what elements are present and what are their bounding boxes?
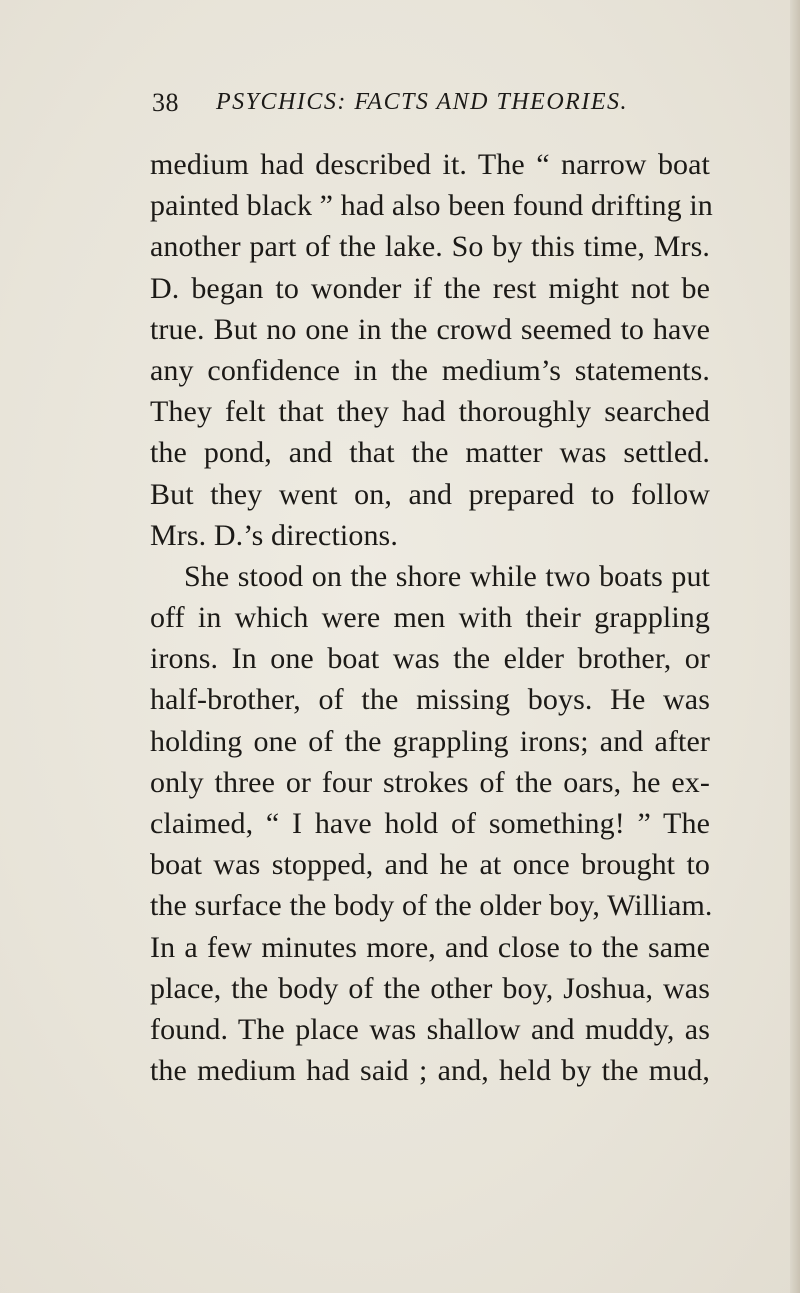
text-line: D. began to wonder if the rest might not be [150, 271, 710, 305]
text-line: place, the body of the other boy, Joshua, was [150, 971, 710, 1005]
text-line: true. But no one in the crowd seemed to have [150, 312, 710, 346]
page-header [152, 88, 712, 128]
body-text [150, 144, 713, 1091]
text-line: medium had described it. The “ narrow boat [150, 148, 710, 181]
text-line: painted black ” had also been found drifting in [150, 189, 713, 223]
text-line: found. The place was shallow and muddy, as [150, 1012, 710, 1046]
text-line: another part of the lake. So by this time, Mrs. [150, 230, 710, 264]
text-line: They felt that they had thoroughly searched [150, 395, 710, 429]
running-head: PSYCHICS: FACTS AND THEORIES. [216, 89, 628, 115]
text-line: any confidence in the medium’s statements. [150, 353, 710, 387]
text-line: the surface the body of the older boy, William. [150, 889, 713, 923]
text-line: the pond, and that the matter was settled. [150, 436, 710, 470]
text-line: Mrs. D.’s directions. [150, 518, 398, 552]
text-line: boat was stopped, and he at once brought to [150, 848, 710, 882]
text-line: only three or four strokes of the oars, he ex- [150, 765, 710, 799]
page-number: 38 [152, 88, 179, 117]
text-line: the medium had said ; and, held by the mud, [150, 1054, 710, 1088]
page-edge [790, 0, 800, 1293]
text-line: But they went on, and prepared to follow [150, 477, 710, 511]
text-line: half-brother, of the missing boys. He was [150, 683, 710, 717]
text-line: irons. In one boat was the elder brother, or [150, 642, 710, 676]
text-line: In a few minutes more, and close to the same [150, 930, 710, 964]
text-line: holding one of the grappling irons; and after [150, 724, 710, 758]
paragraph-start-line: She stood on the shore while two boats put [184, 559, 710, 593]
text-line: off in which were men with their grappling [150, 601, 710, 635]
text-line: claimed, “ I have hold of something! ” The [150, 807, 710, 840]
